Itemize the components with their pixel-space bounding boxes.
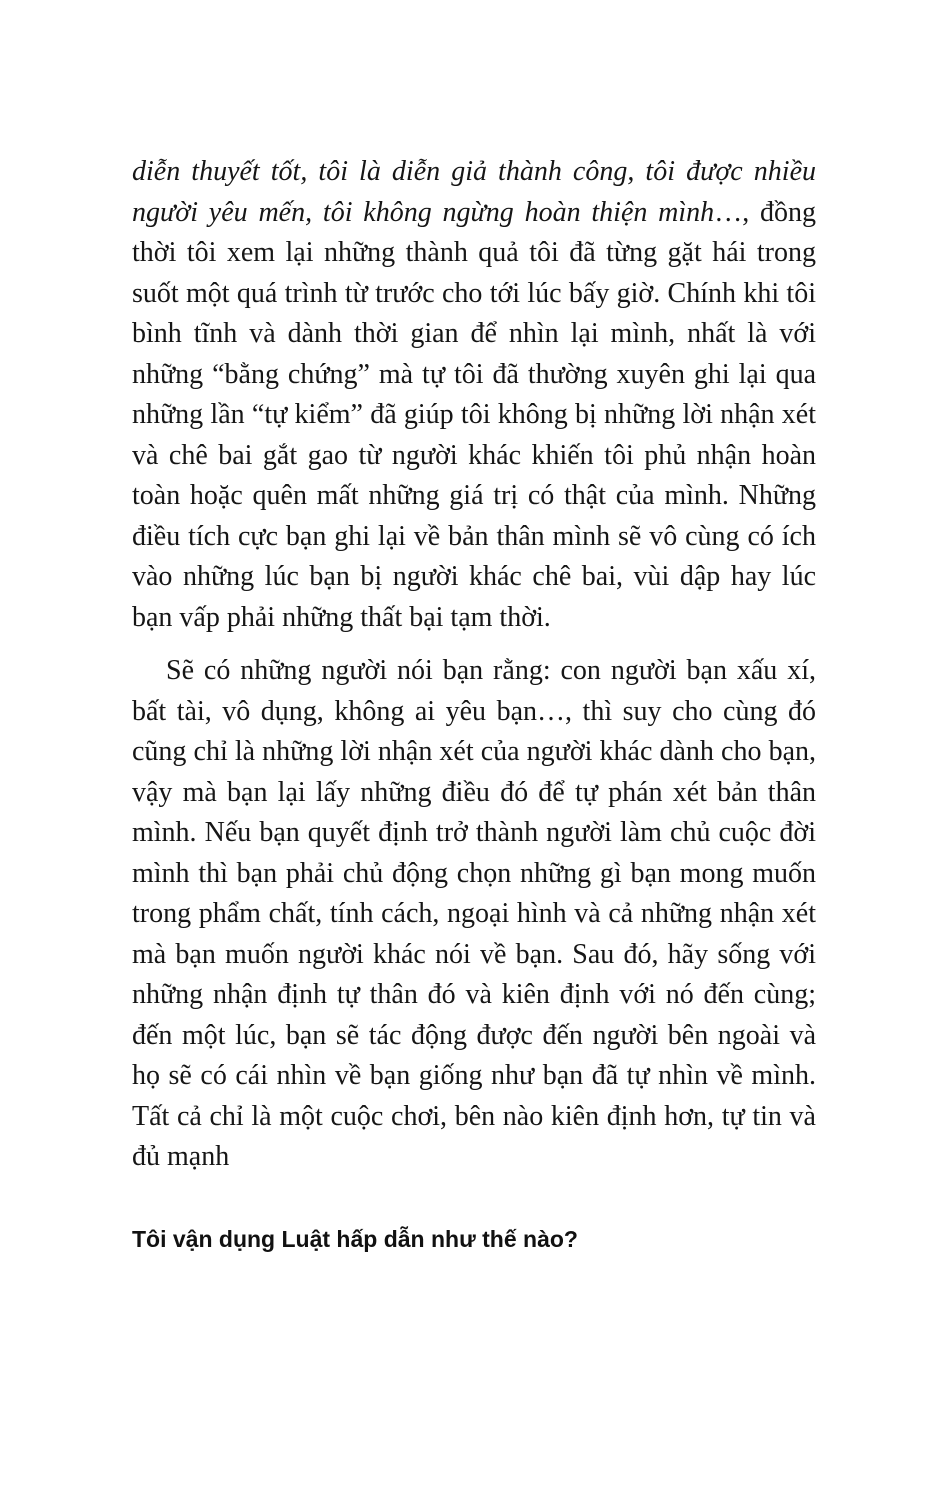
paragraph-1-text: …, đồng thời tôi xem lại những thành quả tôi đã từng gặt hái trong suốt một quá trình từ trước cho tới lúc bấy giờ. Chính khi tôi bình tĩnh và dành thời gian để nhìn lại mình, nhất là với những “bằng chứng” mà tự tôi đã thường xuyên ghi lại qua những lần “tự kiểm” đã giúp tôi không bị những lời nhận xét và chê bai gắt gao từ người khác khiến tôi phủ nhận hoàn toàn hoặc quên mất những giá trị có thật của mình. Những điều tích cực bạn ghi lại về bản thân mình sẽ vô cùng có ích vào những lúc bạn bị người khác chê bai, vùi dập hay lúc bạn vấp phải những thất bại tạm thời. xyxy=(132,196,816,633)
body-paragraph-1 xyxy=(132,152,816,638)
italic-affirmation-text: diễn thuyết tốt, tôi là diễn giả thành công, tôi được nhiều người yêu mến, tôi không ngừng hoàn thiện mình xyxy=(132,156,816,228)
book-page xyxy=(132,152,816,1255)
body-paragraph-2: Sẽ có những người nói bạn rằng: con người bạn xấu xí, bất tài, vô dụng, không ai yêu bạn…, thì suy cho cùng đó cũng chỉ là những lời nhận xét của người khác dành cho bạn, vậy mà bạn lại lấy những điều đó để tự phán xét bản thân mình. Nếu bạn quyết định trở thành người làm chủ cuộc đời mình thì bạn phải chủ động chọn những gì bạn mong muốn trong phẩm chất, tính cách, ngoại hình và cả những nhận xét mà bạn muốn người khác nói về bạn. Sau đó, hãy sống với những nhận định tự thân đó và kiên định với nó đến cùng; đến một lúc, bạn sẽ tác động được đến người bên ngoài và họ sẽ có cái nhìn về bạn giống như bạn đã tự nhìn về mình. Tất cả chỉ là một cuộc chơi, bên nào kiên định hơn, tự tin và đủ mạnh xyxy=(132,655,816,1172)
section-heading: Tôi vận dụng Luật hấp dẫn như thế nào? xyxy=(132,1225,578,1252)
